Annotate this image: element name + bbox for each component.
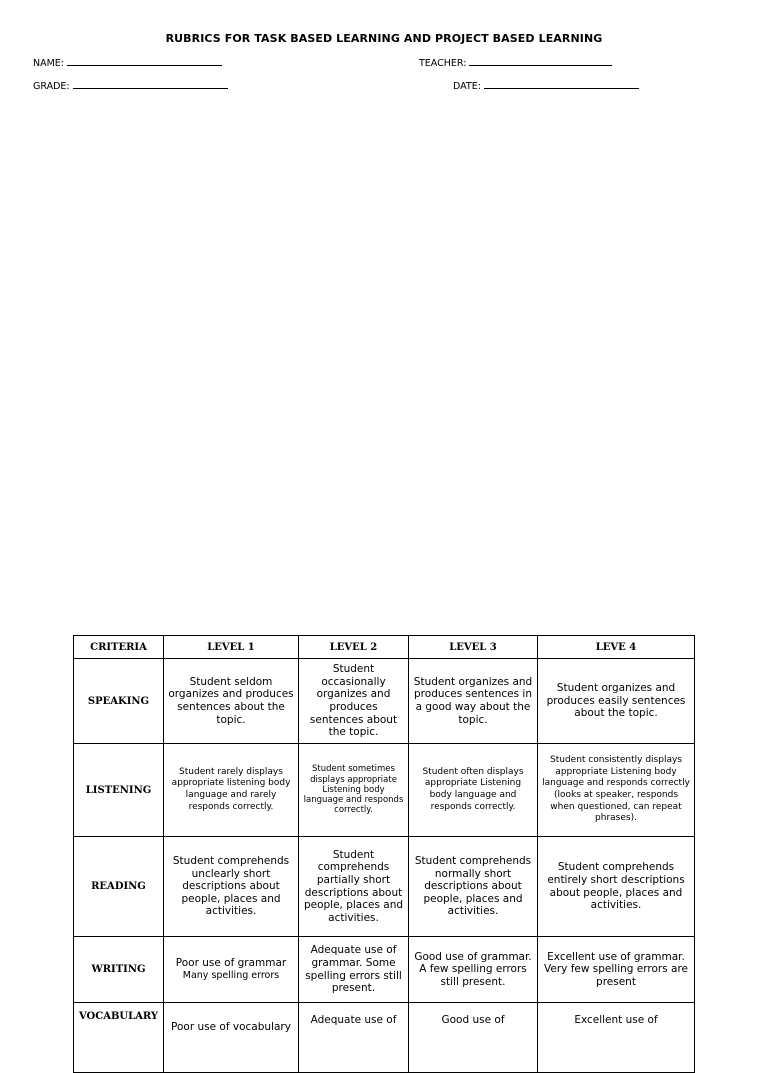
reading-level-4: Student comprehends entirely short descriptions about people, places and activities. <box>538 837 695 937</box>
criteria-speaking: SPEAKING <box>74 659 164 744</box>
header-level-3: LEVEL 3 <box>409 636 538 659</box>
date-label: DATE: <box>453 81 481 92</box>
vocabulary-level-3: Good use of <box>409 1003 538 1073</box>
table-header-row <box>74 636 695 659</box>
date-blank-line[interactable] <box>484 79 639 89</box>
speaking-level-4: Student organizes and produces easily sentences about the topic. <box>538 659 695 744</box>
writing-level-3: Good use of grammar. A few spelling errors still present. <box>409 937 538 1003</box>
table-row-reading <box>74 837 695 937</box>
listening-level-4: Student consistently displays appropriate Listening body language and responds correctly (looks at speaker, responds when questioned, can repeat phrases). <box>538 744 695 837</box>
writing-level-2: Adequate use of grammar. Some spelling errors still present. <box>299 937 409 1003</box>
vocabulary-level-2: Adequate use of <box>299 1003 409 1073</box>
criteria-reading: READING <box>74 837 164 937</box>
reading-level-2: Student comprehends partially short descriptions about people, places and activities. <box>299 837 409 937</box>
reading-level-3: Student comprehends normally short descriptions about people, places and activities. <box>409 837 538 937</box>
writing-level-1-spelling: Many spelling errors <box>182 969 280 981</box>
date-field <box>453 79 639 92</box>
criteria-vocabulary: VOCABULARY <box>74 1003 164 1073</box>
listening-level-2: Student sometimes displays appropriate Listening body language and responds correctly. <box>299 744 409 837</box>
criteria-writing: WRITING <box>74 937 164 1003</box>
grade-field <box>33 79 228 92</box>
listening-level-1: Student rarely displays appropriate listening body language and rarely responds correctly. <box>164 744 299 837</box>
criteria-listening: LISTENING <box>74 744 164 837</box>
speaking-level-1: Student seldom organizes and produces sentences about the topic. <box>164 659 299 744</box>
document-title: RUBRICS FOR TASK BASED LEARNING AND PROJECT BASED LEARNING <box>165 32 603 45</box>
vocabulary-level-4: Excellent use of <box>538 1003 695 1073</box>
writing-level-1-grammar: Poor use of grammar <box>175 956 287 969</box>
teacher-field <box>419 56 612 69</box>
teacher-label: TEACHER: <box>419 58 467 69</box>
header-criteria: CRITERIA <box>74 636 164 659</box>
table-row-vocabulary <box>74 1003 695 1073</box>
speaking-level-3: Student organizes and produces sentences in a good way about the topic. <box>409 659 538 744</box>
grade-label: GRADE: <box>33 81 70 92</box>
writing-level-1 <box>164 937 299 1003</box>
reading-level-1: Student comprehends unclearly short descriptions about people, places and activities. <box>164 837 299 937</box>
rubric-table <box>73 635 695 1073</box>
name-blank-line[interactable] <box>67 56 222 66</box>
header-level-4: LEVE 4 <box>538 636 695 659</box>
header-level-1: LEVEL 1 <box>164 636 299 659</box>
writing-level-4: Excellent use of grammar. Very few spelling errors are present <box>538 937 695 1003</box>
vocabulary-level-1: Poor use of vocabulary <box>164 1003 299 1073</box>
speaking-level-2: Student occasionally organizes and produces sentences about the topic. <box>299 659 409 744</box>
name-label: NAME: <box>33 58 65 69</box>
table-row-listening <box>74 744 695 837</box>
header-level-2: LEVEL 2 <box>299 636 409 659</box>
table-row-speaking <box>74 659 695 744</box>
table-row-writing <box>74 937 695 1003</box>
name-field <box>33 56 222 69</box>
teacher-blank-line[interactable] <box>469 56 612 66</box>
grade-blank-line[interactable] <box>73 79 228 89</box>
listening-level-3: Student often displays appropriate Listening body language and responds correctly. <box>409 744 538 837</box>
